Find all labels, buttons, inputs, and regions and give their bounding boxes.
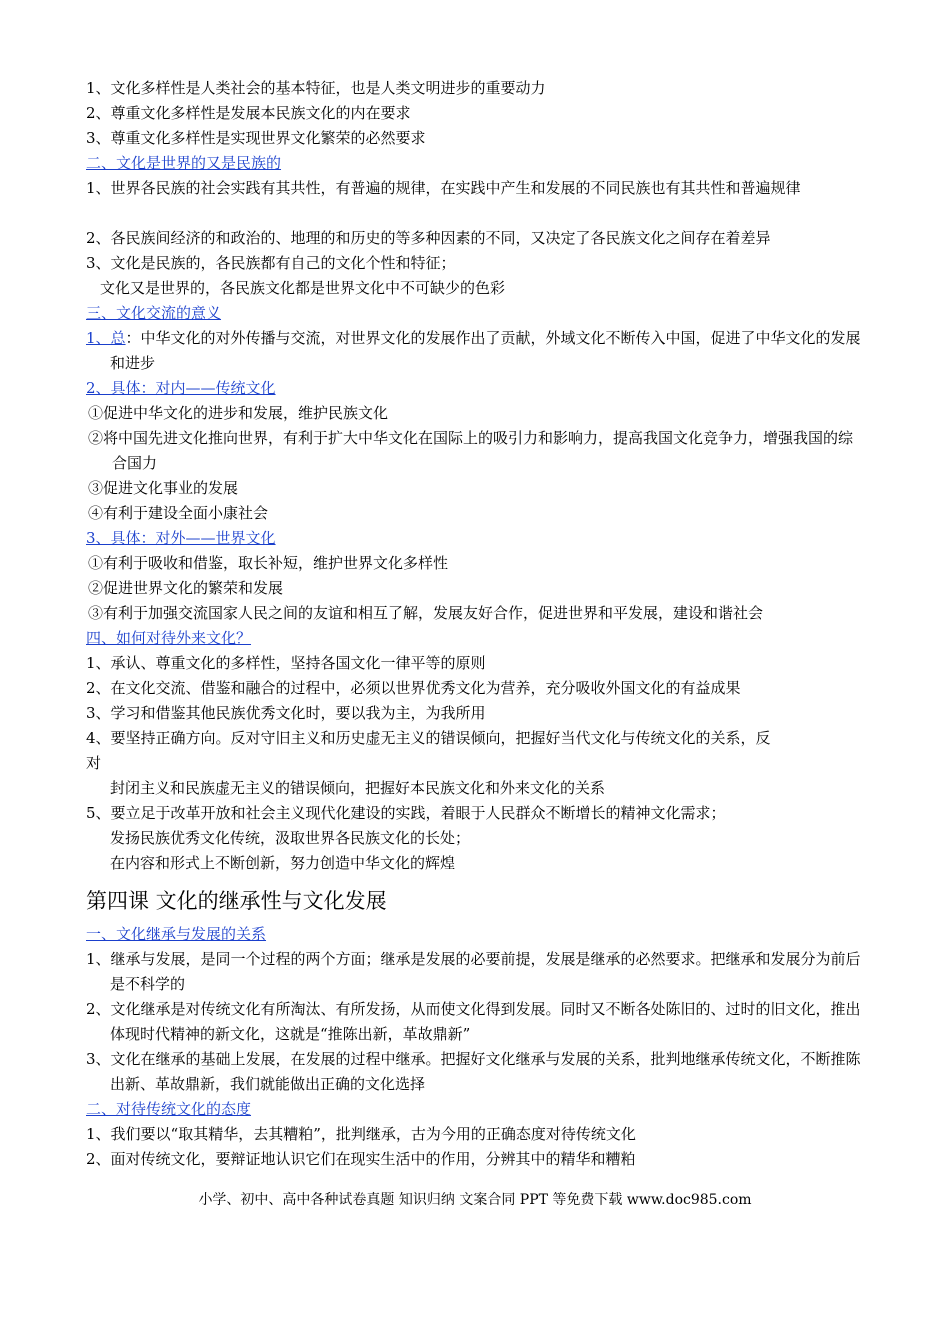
paragraph: 5、要立足于改革开放和社会主义现代化建设的实践，着眼于人民群众不断增长的精神文化需求； [86, 804, 726, 822]
paragraph: 1、文化多样性是人类社会的基本特征，也是人类文明进步的重要动力 [86, 79, 546, 97]
paragraph: 2、面对传统文化，要辩证地认识它们在现实生活中的作用，分辨其中的精华和糟粕 [86, 1150, 636, 1168]
paragraph: 1、世界各民族的社会实践有其共性，有普遍的规律，在实践中产生和发展的不同民族也有其共性和普遍规律 [86, 179, 801, 197]
paragraph: 对 [86, 754, 102, 772]
paragraph: 3、文化是民族的，各民族都有自己的文化个性和特征； [86, 254, 456, 272]
paragraph: 2、各民族间经济的和政治的、地理的和历史的等多种因素的不同，又决定了各民族文化之间存在着差异 [86, 229, 771, 247]
lesson-title: 第四课 文化的继承性与文化发展 [86, 889, 387, 913]
paragraph: 封闭主义和民族虚无主义的错误倾向，把握好本民族文化和外来文化的关系 [110, 779, 606, 797]
paragraph: 3、文化在继承的基础上发展，在发展的过程中继承。把握好文化继承与发展的关系，批判地继承传统文化，不断推陈出新、革故鼎新，我们就能做出正确的文化选择 [86, 1050, 861, 1093]
subsection-heading-link[interactable]: 3、具体：对外——世界文化 [86, 529, 276, 547]
paragraph: 3、尊重文化多样性是实现世界文化繁荣的必然要求 [86, 129, 426, 147]
list-item: ②促进世界文化的繁荣和发展 [88, 579, 284, 597]
paragraph: 发扬民族优秀文化传统，汲取世界各民族文化的长处； [110, 829, 471, 847]
list-item: ②将中国先进文化推向世界，有利于扩大中华文化在国际上的吸引力和影响力，提高我国文化竞争力，增强我国的综合国力 [88, 429, 854, 472]
paragraph: 文化又是世界的，各民族文化都是世界文化中不可缺少的色彩 [100, 279, 506, 297]
paragraph: 2、文化继承是对传统文化有所淘汰、有所发扬，从而使文化得到发展。同时又不断各处陈旧的、过时的旧文化，推出体现时代精神的新文化，这就是“推陈出新，革故鼎新” [86, 1000, 861, 1043]
paragraph: 4、要坚持正确方向。反对守旧主义和历史虚无主义的错误倾向，把握好当代文化与传统文化的关系，反 [86, 729, 771, 747]
paragraph: 1、我们要以“取其精华，去其糟粕”，批判继承，古为今用的正确态度对待传统文化 [86, 1125, 636, 1143]
section-heading-link[interactable]: 四、如何对待外来文化？ [86, 629, 252, 647]
paragraph: 1、承认、尊重文化的多样性，坚持各国文化一律平等的原则 [86, 654, 486, 672]
section-heading-link[interactable]: 三、文化交流的意义 [86, 304, 222, 322]
subsection-heading-link[interactable]: 2、具体：对内——传统文化 [86, 379, 276, 397]
list-item: ④有利于建设全面小康社会 [88, 504, 269, 522]
page-footer: 小学、初中、高中各种试卷真题 知识归纳 文案合同 PPT 等免费下载 www.doc985.com [198, 1192, 752, 1208]
section-heading-link[interactable]: 一、文化继承与发展的关系 [86, 925, 267, 943]
list-item: ③促进文化事业的发展 [88, 479, 239, 497]
paragraph [86, 326, 866, 376]
paragraph: 3、学习和借鉴其他民族优秀文化时，要以我为主，为我所用 [86, 704, 486, 722]
list-item: ①促进中华文化的进步和发展，维护民族文化 [88, 404, 389, 422]
document-body [86, 76, 866, 1172]
paragraph: 1、继承与发展，是同一个过程的两个方面；继承是发展的必要前提，发展是继承的必然要求。把继承和发展分为前后是不科学的 [86, 950, 861, 993]
paragraph: 2、在文化交流、借鉴和融合的过程中，必须以世界优秀文化为营养，充分吸收外国文化的有益成果 [86, 679, 741, 697]
list-item: ①有利于吸收和借鉴，取长补短，维护世界文化多样性 [88, 554, 449, 572]
paragraph: 2、尊重文化多样性是发展本民族文化的内在要求 [86, 104, 411, 122]
section-heading-link[interactable]: 二、对待传统文化的态度 [86, 1100, 252, 1118]
list-item: ③有利于加强交流国家人民之间的友谊和相互了解，发展友好合作，促进世界和平发展，建设和谐社会 [88, 604, 764, 622]
inline-link[interactable]: 1、总 [86, 329, 126, 347]
paragraph-text: ：中华文化的对外传播与交流，对世界文化的发展作出了贡献，外域文化不断传入中国，促进了中华文化的发展和进步 [110, 329, 861, 372]
paragraph: 在内容和形式上不断创新，努力创造中华文化的辉煌 [110, 854, 456, 872]
section-heading-link[interactable]: 二、文化是世界的又是民族的 [86, 154, 282, 172]
